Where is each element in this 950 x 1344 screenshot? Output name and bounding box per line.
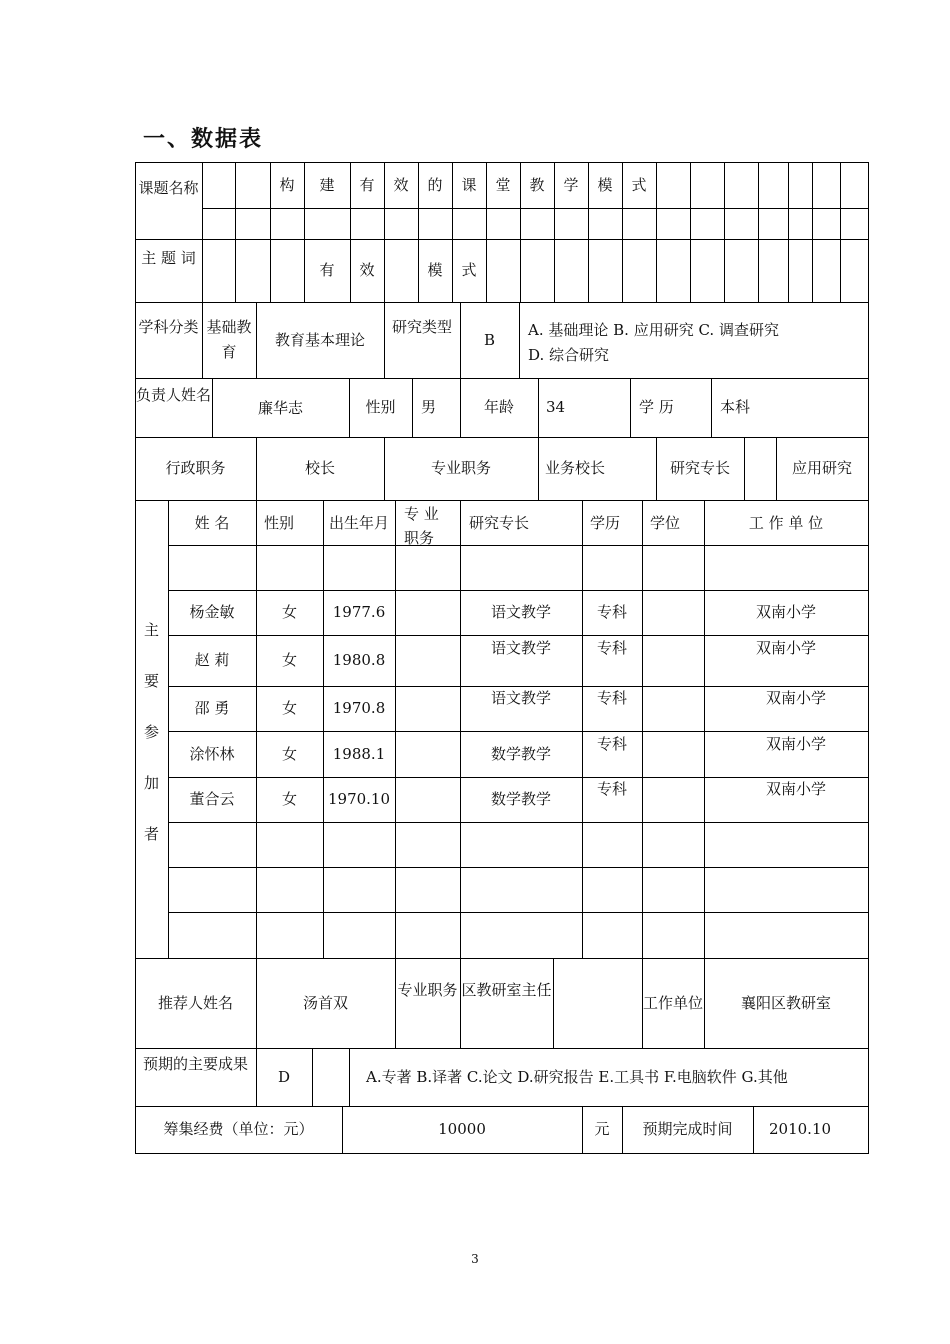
header-name: 姓 名 (194, 514, 230, 532)
admin-position-label: 行政职务 (165, 459, 226, 477)
subject-label: 学科分类 (138, 318, 199, 336)
participant-unit: 双南小学 (765, 689, 826, 707)
section-heading: 一、数据表 (143, 126, 264, 152)
table-rule (235, 239, 236, 303)
table-rule (656, 239, 657, 303)
participant-edu: 专科 (596, 780, 627, 798)
recommender-pro: 区教研室主任 (461, 981, 552, 999)
title-char: 效 (393, 176, 409, 194)
participant-name: 董合云 (189, 790, 235, 808)
table-rule (788, 239, 789, 303)
page-number: 3 (471, 1252, 479, 1266)
table-rule (135, 302, 869, 303)
title-char: 构 (279, 176, 295, 194)
header-pro-1: 专 业 (404, 505, 439, 523)
table-rule (724, 239, 725, 303)
title-char: 模 (597, 176, 613, 194)
table-rule (642, 500, 643, 959)
title-char: 式 (631, 176, 647, 194)
table-rule (168, 590, 869, 591)
table-rule (553, 958, 554, 1049)
participant-name: 杨金敏 (189, 603, 235, 621)
research-type-options-1: A. 基础理论 B. 应用研究 C. 调查研究 (528, 321, 779, 339)
table-rule (235, 162, 236, 240)
table-rule (395, 500, 396, 959)
table-rule (256, 500, 257, 959)
title-char: 的 (427, 176, 443, 194)
table-rule (168, 912, 869, 913)
participant-gender: 女 (281, 603, 297, 621)
table-rule (840, 239, 841, 303)
outcome-value: D (277, 1068, 291, 1086)
funding-unit: 元 (594, 1120, 610, 1138)
header-spec: 研究专长 (469, 514, 530, 532)
subject-value-2: 教育基本理论 (274, 331, 365, 349)
title-char: 建 (319, 176, 335, 194)
pro-position: 业务校长 (545, 459, 606, 477)
research-type-label: 研究类型 (391, 318, 452, 336)
participant-birth: 1980.8 (332, 651, 386, 669)
title-char: 教 (529, 176, 545, 194)
participant-unit: 双南小学 (765, 780, 826, 798)
table-rule (656, 162, 657, 240)
table-rule (395, 958, 396, 1049)
specialty: 应用研究 (791, 459, 852, 477)
recommender-unit: 襄阳区教研室 (740, 994, 831, 1012)
leader-name: 廉华志 (257, 399, 303, 417)
table-rule (704, 500, 705, 959)
table-rule (384, 302, 385, 379)
header-pro-2: 职务 (404, 529, 435, 547)
title-row-label: 课题名称 (138, 179, 199, 197)
leader-edu: 本科 (720, 398, 751, 416)
participant-unit: 双南小学 (755, 639, 816, 657)
participant-unit: 双南小学 (765, 735, 826, 753)
research-type-value: B (483, 331, 496, 349)
header-gender: 性别 (264, 514, 295, 532)
leader-gender: 男 (421, 398, 437, 416)
table-rule (323, 500, 324, 959)
table-rule (588, 239, 589, 303)
table-rule (758, 239, 759, 303)
table-rule (788, 162, 789, 240)
specialty-label: 研究专长 (669, 459, 730, 477)
table-rule (135, 500, 869, 501)
funding-amount: 10000 (438, 1120, 486, 1138)
research-type-options-2: D. 综合研究 (528, 346, 610, 364)
title-char: 堂 (495, 176, 511, 194)
participant-gender: 女 (281, 651, 297, 669)
table-rule (868, 162, 869, 1154)
table-rule (270, 239, 271, 303)
funding-label: 筹集经费（单位：元） (163, 1120, 314, 1138)
participant-name: 赵 莉 (194, 651, 230, 669)
participant-edu: 专科 (596, 689, 627, 707)
recommender-name: 汤首双 (302, 994, 348, 1012)
leader-name-label: 负责人姓名 (135, 386, 211, 404)
table-rule (202, 239, 203, 303)
participant-name: 涂怀林 (189, 745, 235, 763)
participant-gender: 女 (281, 790, 297, 808)
participant-name: 邵 勇 (194, 699, 230, 717)
table-rule (135, 1106, 869, 1107)
participant-unit: 双南小学 (755, 603, 816, 621)
table-rule (135, 437, 869, 438)
participant-spec: 语文教学 (490, 689, 551, 707)
table-rule (744, 437, 745, 501)
leader-gender-label: 性别 (365, 398, 396, 416)
table-rule (135, 958, 869, 959)
header-birth: 出生年月 (328, 514, 389, 532)
participant-spec: 语文教学 (490, 603, 551, 621)
table-rule (758, 162, 759, 240)
table-rule (582, 500, 583, 959)
participant-edu: 专科 (596, 639, 627, 657)
completion-time-label: 预期完成时间 (642, 1120, 733, 1138)
table-rule (202, 208, 869, 209)
participant-spec: 数学教学 (490, 745, 551, 763)
table-rule (168, 822, 869, 823)
participant-edu: 专科 (596, 735, 627, 753)
outcome-label: 预期的主要成果 (142, 1055, 248, 1073)
table-rule (486, 239, 487, 303)
table-rule (135, 1048, 869, 1049)
admin-position: 校长 (304, 459, 335, 477)
table-rule (202, 162, 203, 240)
header-unit: 工 作 单 位 (748, 514, 824, 532)
leader-age-label: 年龄 (483, 398, 514, 416)
keyword-char: 模 (427, 261, 443, 279)
table-rule (840, 162, 841, 240)
table-rule (690, 239, 691, 303)
pro-position-label: 专业职务 (430, 459, 491, 477)
table-rule (622, 239, 623, 303)
table-rule (312, 1048, 313, 1107)
table-rule (168, 867, 869, 868)
title-char: 有 (359, 176, 375, 194)
participants-side-label: 要 (143, 672, 159, 690)
participant-spec: 语文教学 (490, 639, 551, 657)
keyword-char: 式 (461, 261, 477, 279)
table-rule (460, 500, 461, 959)
keyword-row-label: 主 题 词 (141, 249, 196, 267)
participant-spec: 数学教学 (490, 790, 551, 808)
table-rule (135, 1153, 869, 1154)
table-rule (168, 545, 869, 546)
table-rule (520, 239, 521, 303)
recommender-label: 推荐人姓名 (157, 994, 233, 1012)
table-rule (135, 378, 869, 379)
participants-side-label: 加 (143, 774, 159, 792)
participants-side-label: 参 (143, 723, 159, 741)
participant-gender: 女 (281, 699, 297, 717)
table-rule (168, 500, 169, 959)
keyword-char: 有 (319, 261, 335, 279)
participant-birth: 1977.6 (332, 603, 386, 621)
keyword-char: 效 (359, 261, 375, 279)
participant-edu: 专科 (596, 603, 627, 621)
table-rule (724, 162, 725, 240)
subject-value-1: 基础教育 (206, 318, 252, 361)
table-rule (812, 239, 813, 303)
participant-birth: 1970.8 (332, 699, 386, 717)
participant-gender: 女 (281, 745, 297, 763)
participants-side-label: 者 (143, 825, 159, 843)
recommender-unit-label: 工作单位 (642, 994, 703, 1012)
title-char: 学 (563, 176, 579, 194)
header-degree: 学位 (650, 514, 681, 532)
data-table (135, 162, 868, 1154)
outcome-options: A.专著 B.译著 C.论文 D.研究报告 E.工具书 F.电脑软件 G.其他 (366, 1068, 788, 1086)
table-rule (384, 239, 385, 303)
completion-time: 2010.10 (769, 1120, 832, 1138)
table-rule (554, 239, 555, 303)
table-rule (812, 162, 813, 240)
recommender-pro-label: 专业职务 (397, 981, 458, 999)
table-rule (690, 162, 691, 240)
leader-age: 34 (546, 398, 566, 416)
header-edu: 学历 (590, 514, 621, 532)
participant-birth: 1970.10 (327, 790, 391, 808)
leader-edu-label: 学 历 (639, 398, 674, 416)
participant-birth: 1988.1 (332, 745, 386, 763)
title-char: 课 (461, 176, 477, 194)
table-rule (460, 958, 461, 1049)
participants-side-label: 主 (143, 621, 159, 639)
